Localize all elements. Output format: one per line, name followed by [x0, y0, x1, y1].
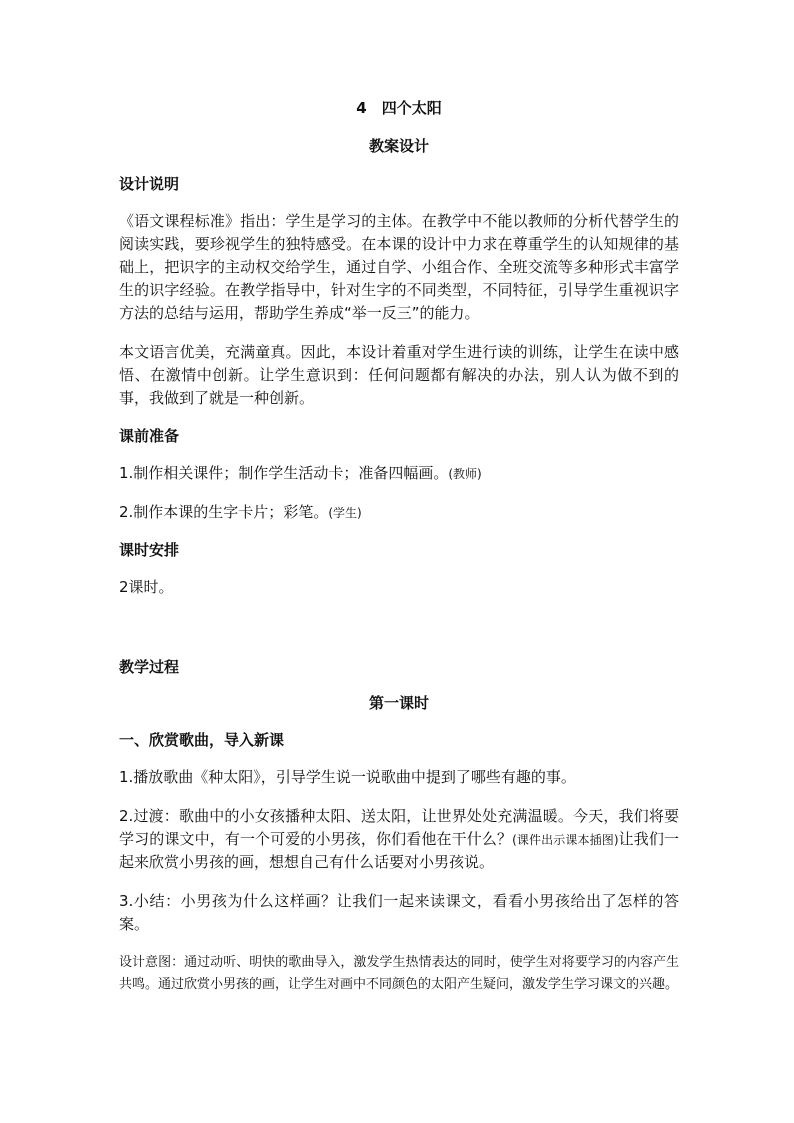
part-1-paragraph-1: 1.播放歌曲《种太阳》，引导学生说一说歌曲中提到了哪些有趣的事。: [119, 768, 576, 786]
part-1-paragraph-2-text-a: 2.过渡：歌曲中的小女孩播种太阳、送太阳，让世界处处充满温暖。今天，我们将要学习的课文中，有一个可爱的小男孩，你们看他在干什么？: [119, 807, 679, 848]
lesson-title: 第一课时: [368, 694, 429, 712]
design-notes-heading: 设计说明: [119, 175, 180, 193]
preparation-item-2-text: 2.制作本课的生字卡片；彩笔。: [119, 503, 329, 521]
preparation-item-1: [119, 462, 679, 485]
part-1-paragraph-2-text-b: 让我们一起来欣赏小男孩的画，想想自己有什么话要对小男孩说。: [119, 830, 679, 871]
preparation-heading: 课前准备: [119, 427, 180, 445]
part-1-paragraph-3: 3.小结：小男孩为什么这样画？让我们一起来读课文，看看小男孩给出了怎样的答案。: [119, 892, 679, 933]
preparation-item-2: [119, 501, 679, 524]
teaching-process-heading: 教学过程: [119, 658, 180, 676]
part-1-paragraph-2: [119, 805, 679, 874]
design-notes-paragraph-2: 本文语言优美，充满童真。因此，本设计着重对学生进行读的训练，让学生在读中感悟、在激情中创新。让学生意识到：任何问题都有解决的办法，别人认为做不到的事，我做到了就是一种创新。: [119, 343, 679, 407]
document-content: [119, 98, 679, 996]
part-1-heading: 一、欣赏歌曲，导入新课: [119, 731, 285, 749]
schedule-heading: 课时安排: [119, 541, 180, 559]
section-spacer: [119, 615, 679, 657]
preparation-item-2-note: (学生): [328, 506, 362, 520]
preparation-item-1-text: 1.制作相关课件；制作学生活动卡；准备四幅画。: [119, 464, 449, 482]
schedule-text: 2课时。: [119, 578, 174, 596]
page-subtitle: 教案设计: [368, 137, 429, 155]
page-title: 4 四个太阳: [356, 99, 442, 117]
preparation-item-1-note: (教师): [448, 467, 482, 481]
part-1-paragraph-2-note: (课件出示课本插图): [512, 833, 619, 847]
design-notes-paragraph-1: 《语文课程标准》指出：学生是学习的主体。在教学中不能以教师的分析代替学生的阅读实践，要珍视学生的独特感受。在本课的设计中力求在尊重学生的认知规律的基础上，把识字的主动权交给学生，通过自学、小组合作、全班交流等多种形式丰富学生的识字经验。在教学指导中，针对生字的不同类型，不同特征，引导学生重视识字方法的总结与运用，帮助学生养成“举一反三”的能力。: [119, 212, 679, 322]
design-intent-note: 设计意图：通过动听、明快的歌曲导入，激发学生热情表达的同时，使学生对将要学习的内容产生共鸣。通过欣赏小男孩的画，让学生对画中不同颜色的太阳产生疑问，激发学生学习课文的兴趣。: [119, 955, 679, 992]
